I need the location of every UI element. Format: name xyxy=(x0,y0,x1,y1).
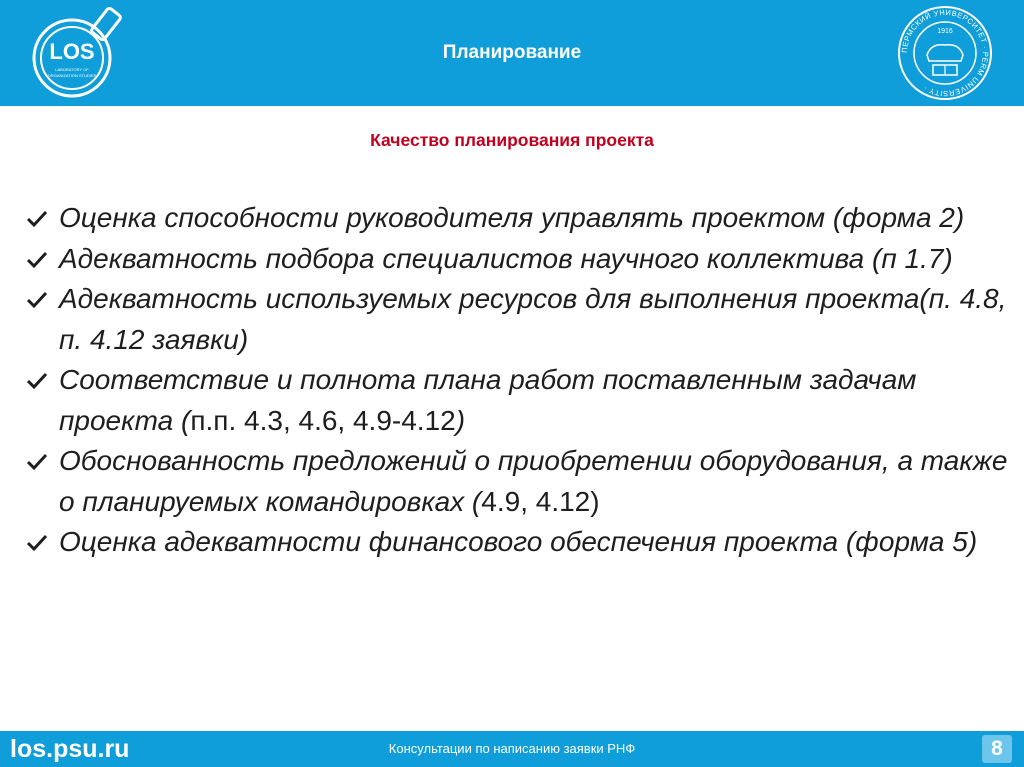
item-text: Соответствие и полнота плана работ поставленным задачам проекта ( xyxy=(59,364,917,436)
checkmark-icon xyxy=(26,453,48,471)
list-item xyxy=(24,239,1009,280)
header-bar xyxy=(0,0,1024,106)
footer-bar xyxy=(0,731,1024,767)
seal-year: 1916 xyxy=(937,28,953,35)
item-text: Обоснованность предложений о приобретении оборудования, а также о планируемых командировках ( xyxy=(59,445,1008,517)
checkmark-icon xyxy=(26,210,48,228)
logo-small-line: LABORATORY OF xyxy=(55,67,89,72)
checkmark-icon xyxy=(26,372,48,390)
list-item xyxy=(24,522,1009,563)
logo-small-line: ORGANIZATION STUDIES xyxy=(47,73,97,78)
slide-subtitle: Качество планирования проекта xyxy=(370,130,654,150)
university-seal-icon xyxy=(889,5,1001,101)
item-text: Оценка способности руководителя управлять проектом (форма 2) xyxy=(59,202,965,233)
list-item xyxy=(24,198,1009,239)
item-reference: 4.9, 4.12 xyxy=(481,485,591,517)
site-url[interactable]: los.psu.ru xyxy=(10,735,130,763)
checkmark-icon xyxy=(26,291,48,309)
list-item xyxy=(24,441,1009,522)
criteria-list xyxy=(24,198,1009,563)
item-text-end: ) xyxy=(455,404,466,436)
list-item xyxy=(24,279,1009,360)
item-text-end: ) xyxy=(590,485,600,517)
footer-caption: Консультации по написанию заявки РНФ xyxy=(388,741,636,756)
checkmark-icon xyxy=(26,534,48,552)
checkmark-icon xyxy=(26,251,48,269)
seal-ring-text: ПЕРМСКИЙ УНИВЕРСИТЕТ · PERM UNIVERSITY · xyxy=(899,7,991,99)
logo-text: LOS xyxy=(49,39,95,64)
item-text: Адекватность используемых ресурсов для выполнения проекта(п. 4.8, п. 4.12 заявки) xyxy=(59,283,1007,355)
list-item xyxy=(24,360,1009,441)
slide-title: Планирование xyxy=(442,42,582,63)
item-text: Адекватность подбора специалистов научного коллектива (п 1.7) xyxy=(59,242,953,274)
item-text: Оценка адекватности финансового обеспечения проекта (форма 5) xyxy=(59,526,978,557)
item-reference: п.п. 4.3, 4.6, 4.9-4.12 xyxy=(190,404,456,436)
page-number: 8 xyxy=(982,735,1012,763)
